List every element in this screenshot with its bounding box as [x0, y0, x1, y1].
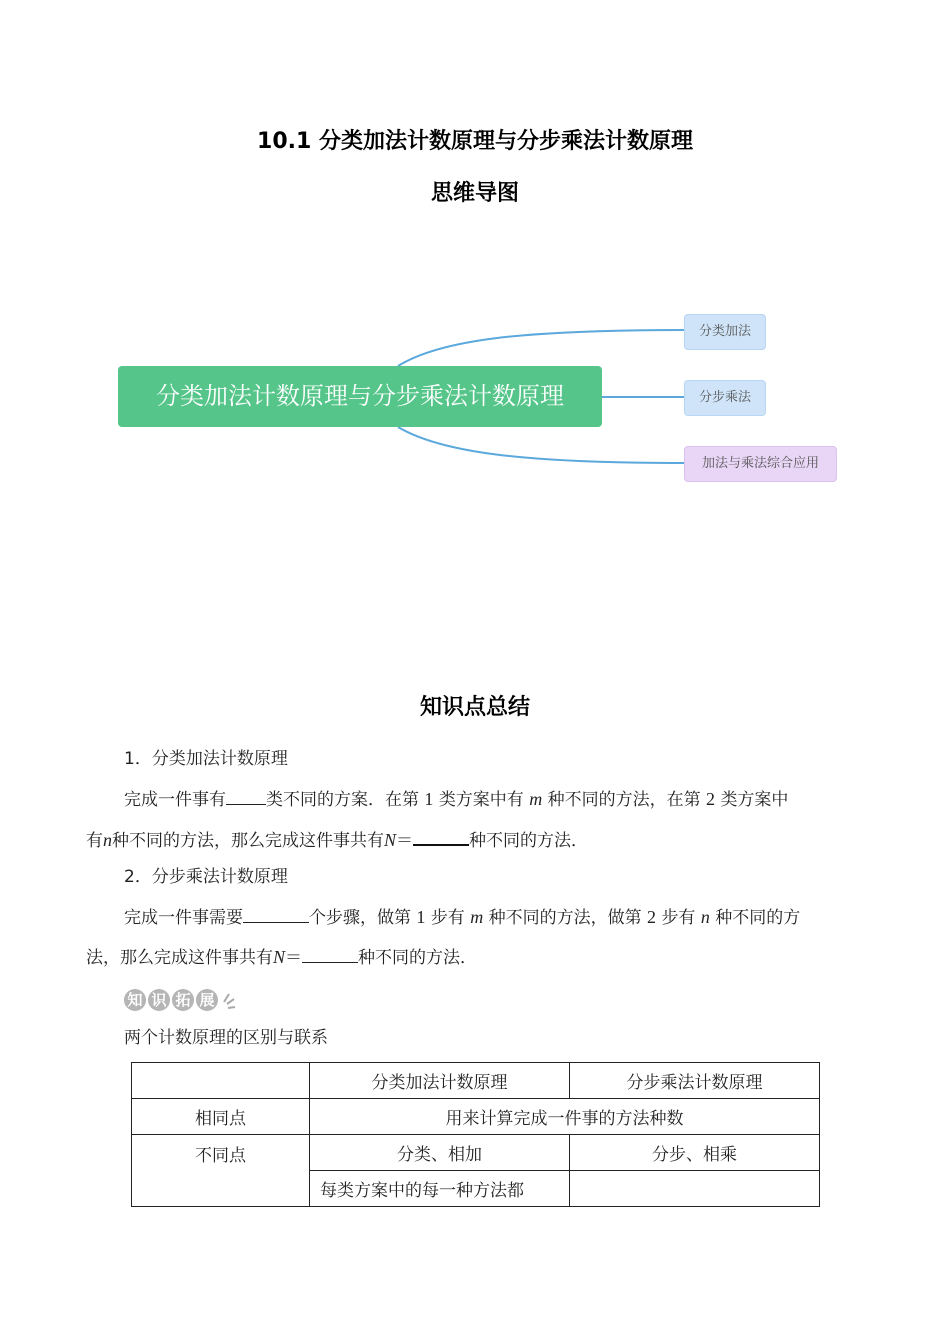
table-cell: 用来计算完成一件事的方法种数 — [310, 1099, 820, 1135]
badge-char: 拓 — [172, 989, 194, 1011]
table-cell: 不同点 — [132, 1135, 310, 1207]
mindmap-heading: 思维导图 — [430, 181, 519, 206]
sparkle-icon — [222, 990, 236, 1010]
item1-title: 1．分类加法计数原理 — [124, 749, 288, 769]
table-cell: 分类、相加 — [310, 1135, 570, 1171]
table-row — [132, 1135, 820, 1171]
knowledge-extension-badge — [124, 986, 236, 1014]
fill-blank-1[interactable] — [226, 788, 266, 805]
table-header-row — [132, 1063, 820, 1099]
item1-line2: 有n种不同的方法，那么完成这件事共有N＝ 种不同的方法． — [86, 830, 589, 851]
table-cell: 分步、相乘 — [570, 1135, 820, 1171]
page-title: 10.1 分类加法计数原理与分步乘法计数原理 — [257, 129, 693, 154]
badge-char: 展 — [196, 989, 218, 1011]
fill-blank-2[interactable] — [413, 828, 469, 846]
mind-map-root: 分类加法计数原理与分步乘法计数原理 — [118, 366, 602, 427]
item2-title: 2．分步乘法计数原理 — [124, 867, 288, 887]
badge-char: 识 — [148, 989, 170, 1011]
badge-char: 知 — [124, 989, 146, 1011]
mind-map-branch-addition: 分类加法 — [684, 314, 766, 350]
mind-map-branch-multiplication: 分步乘法 — [684, 380, 766, 416]
fill-blank-4[interactable] — [302, 946, 358, 963]
table-cell: 相同点 — [132, 1099, 310, 1135]
table-header-cell — [132, 1063, 310, 1099]
connector-line-3 — [398, 427, 684, 463]
mind-map — [0, 300, 950, 500]
item2-line1: 完成一件事需要 个步骤，做第 1 步有 m 种不同的方法，做第 2 步有 n 种不同的方 — [124, 907, 801, 928]
table-cell — [570, 1171, 820, 1207]
mind-map-branch-combined: 加法与乘法综合应用 — [684, 446, 837, 482]
summary-heading: 知识点总结 — [419, 695, 530, 720]
item1-line1: 完成一件事有 类不同的方案．在第 1 类方案中有 m 种不同的方法，在第 2 类方案中 — [124, 789, 789, 810]
connector-line-1 — [398, 330, 684, 366]
table-header-cell: 分步乘法计数原理 — [570, 1063, 820, 1099]
table-cell: 每类方案中的每一种方法都 — [310, 1171, 570, 1207]
table-header-cell: 分类加法计数原理 — [310, 1063, 570, 1099]
fill-blank-3[interactable] — [243, 906, 309, 923]
table-row — [132, 1099, 820, 1135]
item2-line2: 法，那么完成这件事共有N＝ 种不同的方法． — [86, 947, 478, 968]
extension-intro: 两个计数原理的区别与联系 — [124, 1028, 328, 1048]
comparison-table — [131, 1062, 820, 1207]
